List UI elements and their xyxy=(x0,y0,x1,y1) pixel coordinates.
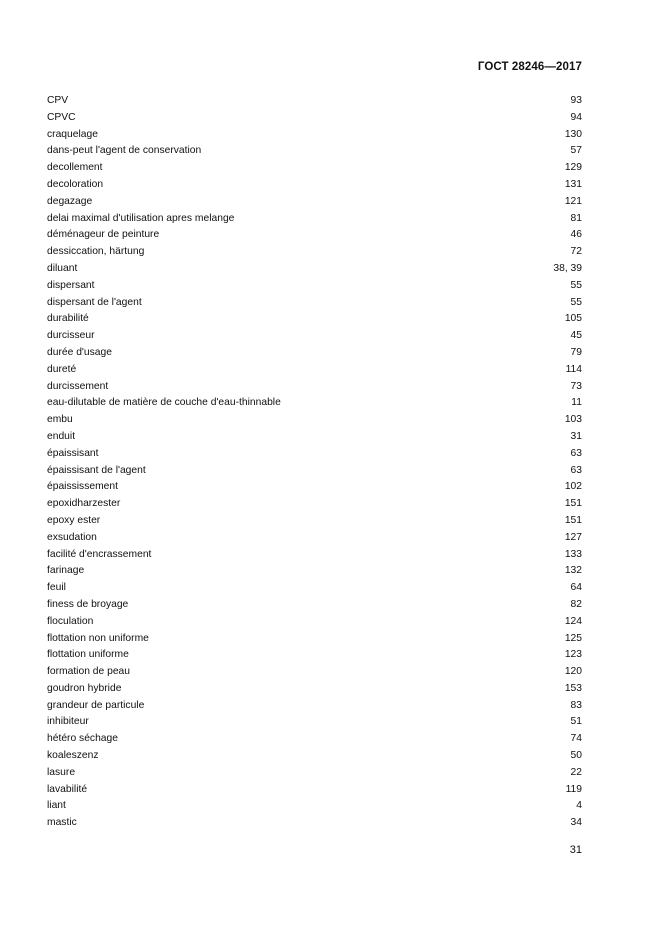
index-term: decollement xyxy=(47,162,103,174)
index-term: lavabilité xyxy=(47,783,88,795)
index-entry xyxy=(47,311,582,328)
index-term: diluant xyxy=(47,262,78,274)
index-term: épaissisant de l'agent xyxy=(47,464,146,476)
index-page-ref: 119 xyxy=(565,783,582,795)
index-term: formation de peau xyxy=(47,666,131,678)
index-page-ref: 151 xyxy=(564,498,582,510)
index-term: lasure xyxy=(47,766,76,778)
index-entry xyxy=(47,714,582,731)
index-term: craquelage xyxy=(47,128,98,140)
index-entry xyxy=(47,177,582,194)
index-entry xyxy=(47,631,582,648)
index-entry xyxy=(47,614,582,631)
index-term: facilité d'encrassement xyxy=(47,548,152,560)
index-page-ref: 74 xyxy=(570,733,582,745)
index-page-ref: 63 xyxy=(570,447,582,459)
index-page-ref: 4 xyxy=(576,800,582,812)
document-code-header: ГОСТ 28246—2017 xyxy=(477,61,582,73)
index-term: dureté xyxy=(47,363,77,375)
index-term: farinage xyxy=(47,565,85,577)
index-entry xyxy=(47,379,582,396)
index-page-ref: 72 xyxy=(570,246,582,258)
index-entry xyxy=(47,227,582,244)
index-entry xyxy=(47,664,582,681)
index-term: mastic xyxy=(47,817,77,829)
index-page-ref: 124 xyxy=(564,615,582,627)
index-entry xyxy=(47,815,582,832)
index-page-ref: 127 xyxy=(564,531,582,543)
index-entry xyxy=(47,412,582,429)
index-entry xyxy=(47,798,582,815)
index-term: inhibiteur xyxy=(47,716,89,728)
index-term: durabilité xyxy=(47,313,89,325)
index-page-ref: 22 xyxy=(570,766,582,778)
index-term: durcisseur xyxy=(47,330,95,342)
index-entry xyxy=(47,530,582,547)
index-page-ref: 31 xyxy=(570,430,582,442)
index-term: koaleszenz xyxy=(47,750,99,762)
index-term: hétéro séchage xyxy=(47,733,118,745)
index-entry xyxy=(47,479,582,496)
index-entry xyxy=(47,496,582,513)
index-page-ref: 38, 39 xyxy=(553,262,582,274)
index-term: epoxy ester xyxy=(47,514,101,526)
index-term: dispersant xyxy=(47,279,95,291)
index-entry xyxy=(47,211,582,228)
index-entry xyxy=(47,429,582,446)
index-term: delai maximal d'utilisation apres melange xyxy=(47,212,235,224)
index-entry xyxy=(47,513,582,530)
index-page-ref: 11 xyxy=(571,397,582,409)
index-term: dispersant de l'agent xyxy=(47,296,142,308)
index-term: finess de broyage xyxy=(47,598,129,610)
index-entry xyxy=(47,93,582,110)
index-page-ref: 132 xyxy=(564,565,582,577)
index-entry xyxy=(47,127,582,144)
index-page-ref: 79 xyxy=(570,346,582,358)
index-page-ref: 103 xyxy=(564,414,582,426)
index-term: decoloration xyxy=(47,178,104,190)
index-page-ref: 121 xyxy=(564,195,582,207)
index-page-ref: 130 xyxy=(564,128,582,140)
index-page-ref: 83 xyxy=(570,699,582,711)
index-term: grandeur de particule xyxy=(47,699,145,711)
index-entry xyxy=(47,782,582,799)
index-page-ref: 50 xyxy=(570,750,582,762)
index-term: CPV xyxy=(47,95,69,106)
index-entry xyxy=(47,731,582,748)
index-term: feuil xyxy=(47,582,66,594)
index-page-ref: 73 xyxy=(570,380,582,392)
index-term: flottation uniforme xyxy=(47,649,129,661)
index-page-ref: 46 xyxy=(570,229,582,241)
index-page-ref: 153 xyxy=(564,682,582,694)
index-page-ref: 120 xyxy=(564,666,582,678)
index-term: CPVC xyxy=(47,111,76,123)
index-page-ref: 57 xyxy=(570,145,582,157)
index-page-ref: 64 xyxy=(570,582,582,594)
term-index-list xyxy=(47,93,582,832)
index-entry xyxy=(47,395,582,412)
index-term: durcissement xyxy=(47,380,109,392)
index-entry xyxy=(47,681,582,698)
index-term: liant xyxy=(47,800,66,812)
index-page-ref: 55 xyxy=(570,279,582,291)
index-entry xyxy=(47,647,582,664)
index-term: dans-peut l'agent de conservation xyxy=(47,145,202,157)
index-page-ref: 131 xyxy=(564,178,582,190)
index-entry xyxy=(47,463,582,480)
index-entry xyxy=(47,278,582,295)
index-term: déménageur de peinture xyxy=(47,229,160,241)
index-page-ref: 81 xyxy=(570,212,582,224)
index-entry xyxy=(47,295,582,312)
index-entry xyxy=(47,160,582,177)
index-entry xyxy=(47,328,582,345)
index-entry xyxy=(47,143,582,160)
index-term: goudron hybride xyxy=(47,682,122,694)
index-term: embu xyxy=(47,414,73,426)
index-term: durée d'usage xyxy=(47,346,112,358)
index-entry xyxy=(47,362,582,379)
index-entry xyxy=(47,765,582,782)
index-term: exsudation xyxy=(47,531,97,543)
index-entry xyxy=(47,110,582,127)
index-term: dessiccation, härtung xyxy=(47,246,145,258)
index-entry xyxy=(47,580,582,597)
index-entry xyxy=(47,345,582,362)
index-page-ref: 55 xyxy=(570,296,582,308)
index-page-ref: 133 xyxy=(564,548,582,560)
index-page-ref: 151 xyxy=(564,514,582,526)
page-number: 31 xyxy=(569,844,582,856)
index-page-ref: 82 xyxy=(570,598,582,610)
index-entry xyxy=(47,748,582,765)
index-page-ref: 125 xyxy=(564,632,582,644)
index-entry xyxy=(47,547,582,564)
index-entry xyxy=(47,563,582,580)
index-page-ref: 129 xyxy=(564,162,582,174)
index-term: epoxidharzester xyxy=(47,498,121,510)
index-entry xyxy=(47,446,582,463)
index-term: épaissisant xyxy=(47,447,99,459)
index-page-ref: 102 xyxy=(564,481,582,493)
index-page-ref: 94 xyxy=(570,111,582,123)
index-page-ref: 114 xyxy=(565,363,582,375)
index-page-ref: 45 xyxy=(570,330,582,342)
index-entry xyxy=(47,698,582,715)
index-page-ref: 123 xyxy=(564,649,582,661)
index-term: flottation non uniforme xyxy=(47,632,149,644)
index-term: eau-dilutable de matière de couche d'eau-thinnable xyxy=(47,397,281,409)
index-term: degazage xyxy=(47,195,93,207)
index-entry xyxy=(47,194,582,211)
index-page-ref: 105 xyxy=(564,313,582,325)
index-page-ref: 93 xyxy=(570,95,582,106)
index-term: floculation xyxy=(47,615,94,627)
index-entry xyxy=(47,261,582,278)
index-entry xyxy=(47,597,582,614)
index-term: épaississement xyxy=(47,481,118,493)
index-page-ref: 63 xyxy=(570,464,582,476)
index-entry xyxy=(47,244,582,261)
index-page-ref: 34 xyxy=(570,817,582,829)
index-term: enduit xyxy=(47,430,76,442)
index-page-ref: 51 xyxy=(570,716,582,728)
